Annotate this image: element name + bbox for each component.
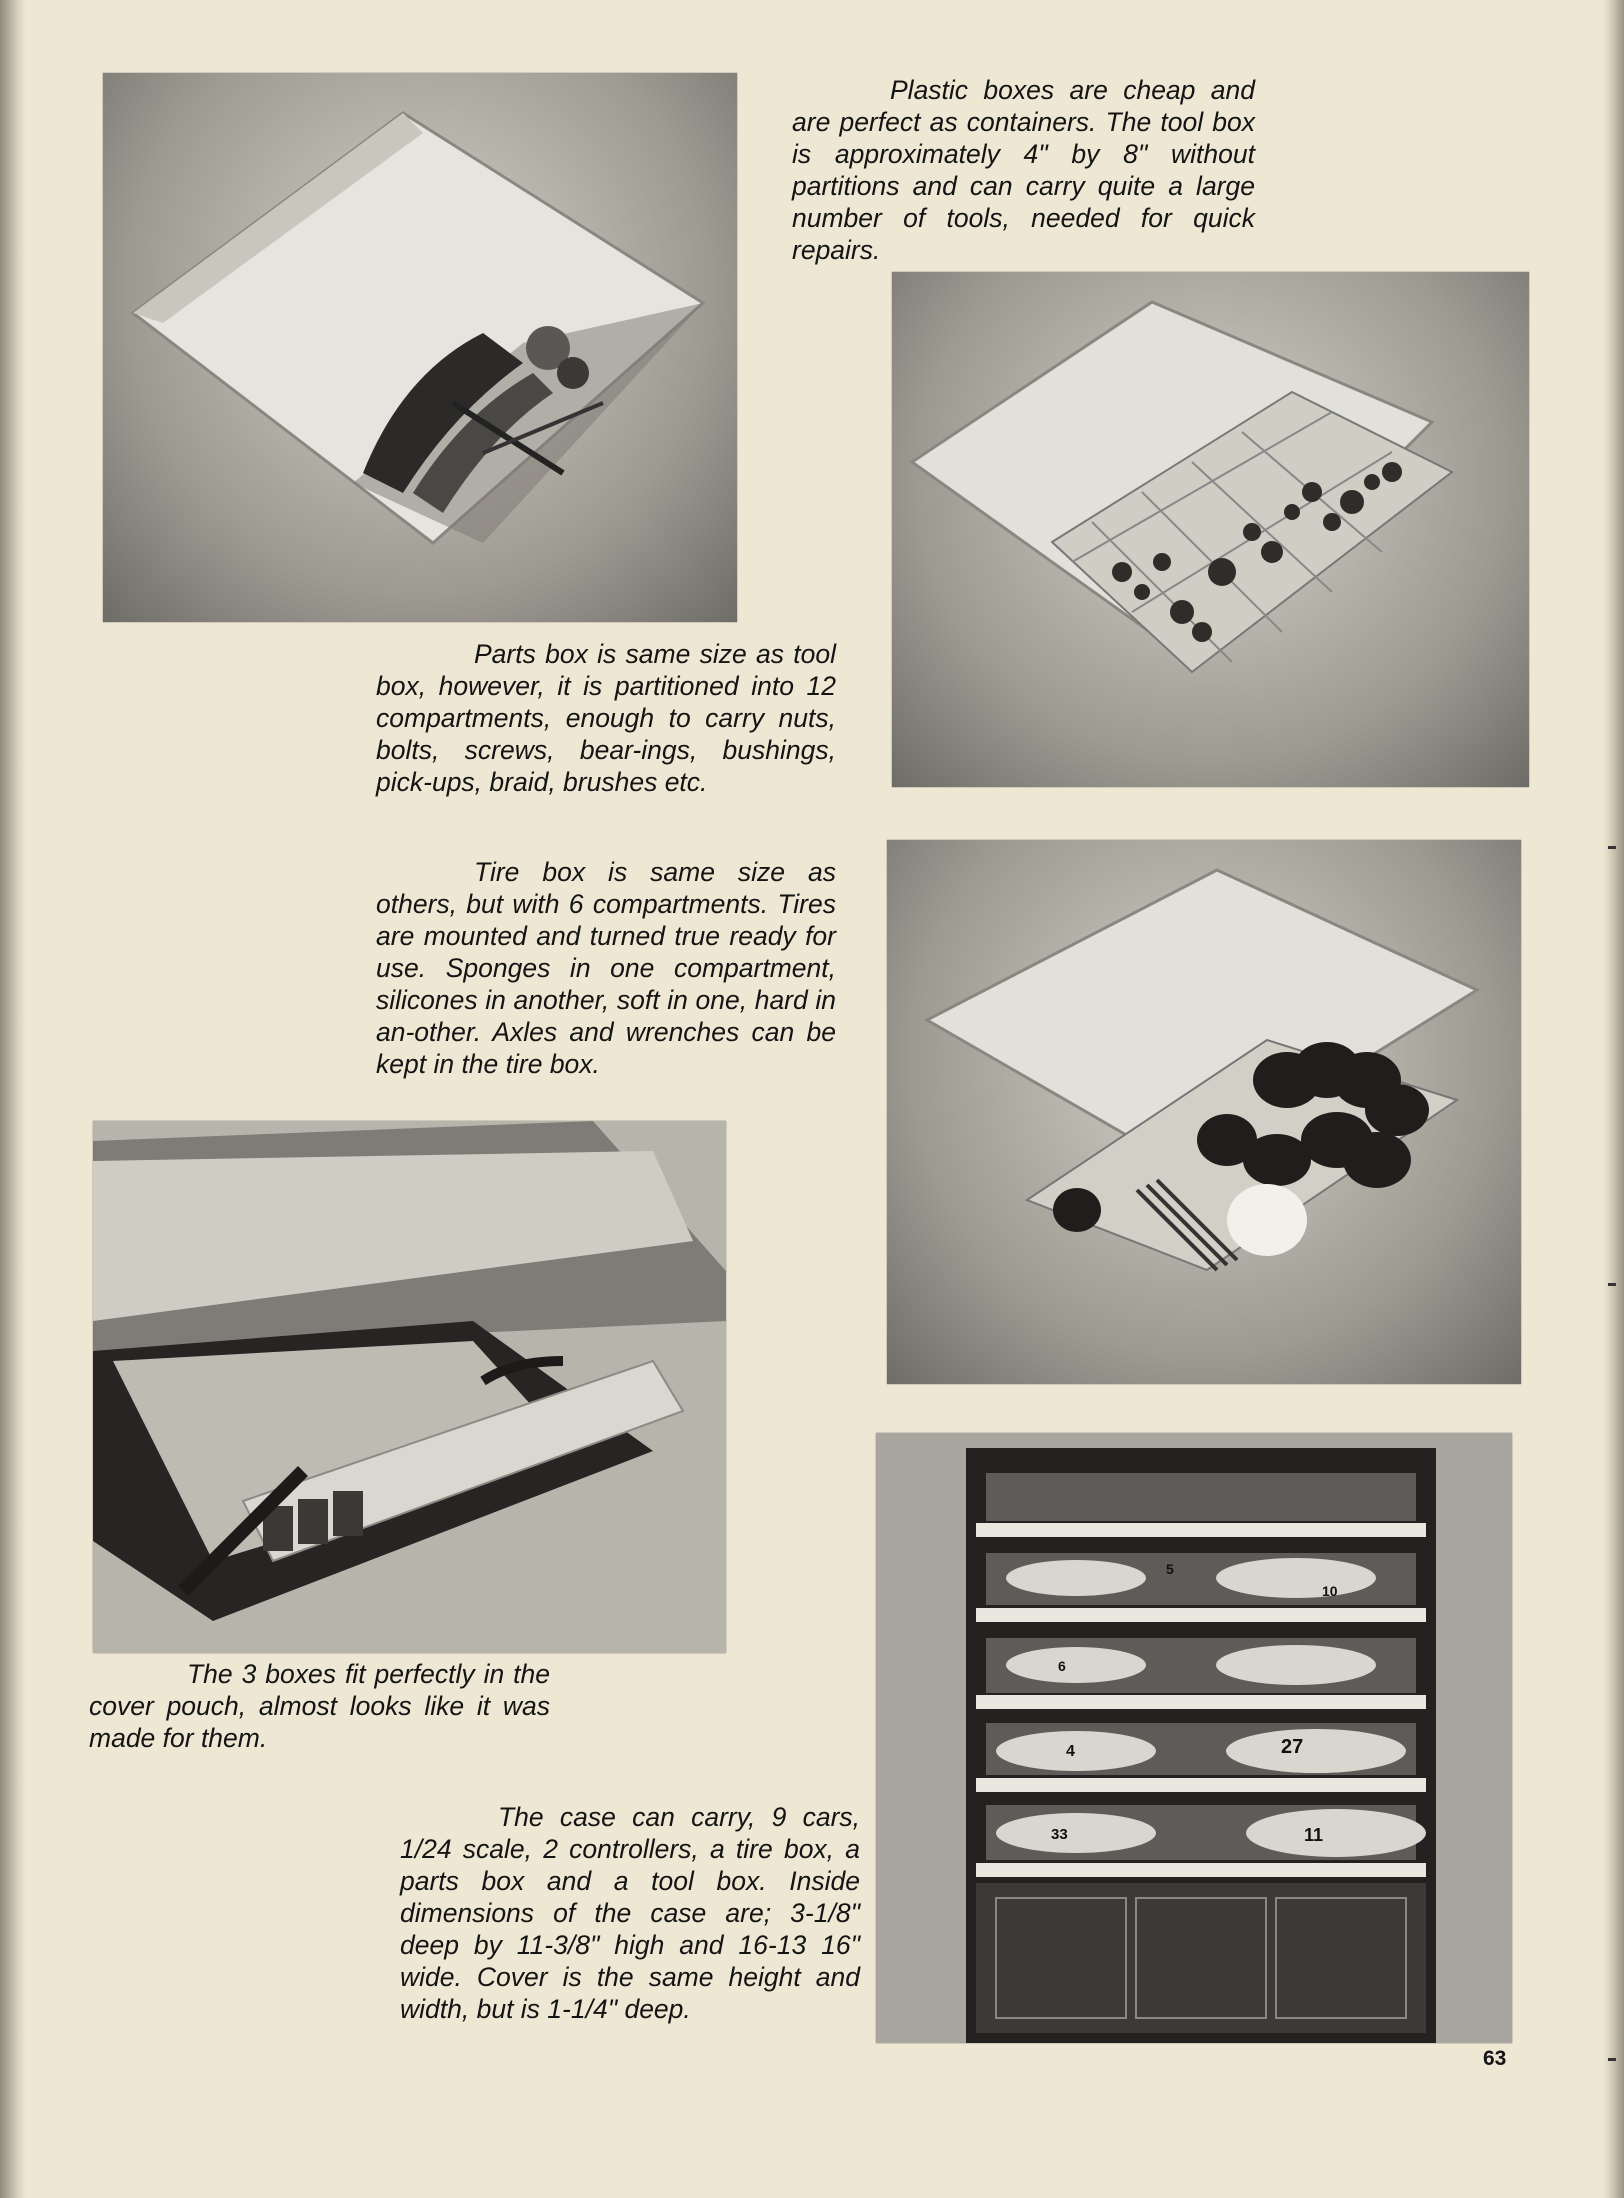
- car-number: 4: [1066, 1743, 1075, 1760]
- car-case-photo: [876, 1433, 1512, 2043]
- caption-parts-box: Parts box is same size as tool box, however, it is partitioned into 12 compartments, enough to carry nuts, bolts, screws, bear-ings, bushings, pick-ups, braid, brushes etc.: [376, 639, 836, 797]
- car-number: 5: [1166, 1561, 1174, 1577]
- page-number: 63: [1483, 2047, 1507, 2070]
- car-number: 27: [1281, 1736, 1304, 1758]
- edge-mark: [1608, 846, 1616, 849]
- tool-box-photo: [103, 73, 737, 622]
- page-gutter-shadow: [0, 0, 26, 2198]
- parts-box-photo: [892, 272, 1529, 787]
- caption-case: The case can carry, 9 cars, 1/24 scale, 2 controllers, a tire box, a parts box and a tool box. Inside dimensions of the case are; 3-1/8" deep by 11-3/8" high and 16-13 16" wide. Cover is the same height and width, but is 1-1/4" deep.: [400, 1802, 860, 2024]
- car-number: 11: [1304, 1825, 1324, 1845]
- car-number: 10: [1322, 1583, 1338, 1599]
- tire-box-photo: [887, 840, 1521, 1384]
- edge-mark: [1608, 1283, 1616, 1286]
- page-edge-shadow: [1602, 0, 1624, 2198]
- car-number: 6: [1058, 1658, 1066, 1674]
- caption-three-boxes: The 3 boxes fit perfectly in the cover pouch, almost looks like it was made for them.: [89, 1659, 550, 1753]
- caption-plastic-boxes: Plastic boxes are cheap and are perfect as containers. The tool box is approximately 4" by 8" without partitions and can carry quite a large number of tools, needed for quick repairs.: [792, 75, 1255, 265]
- car-number: 33: [1051, 1826, 1068, 1843]
- cover-pouch-photo: [93, 1121, 726, 1653]
- edge-mark: [1608, 2058, 1616, 2061]
- caption-tire-box: Tire box is same size as others, but with 6 compartments. Tires are mounted and turned true ready for use. Sponges in one compartment, silicones in another, soft in one, hard in an-other. Axles and wrenches can be kept in the tire box.: [376, 857, 836, 1079]
